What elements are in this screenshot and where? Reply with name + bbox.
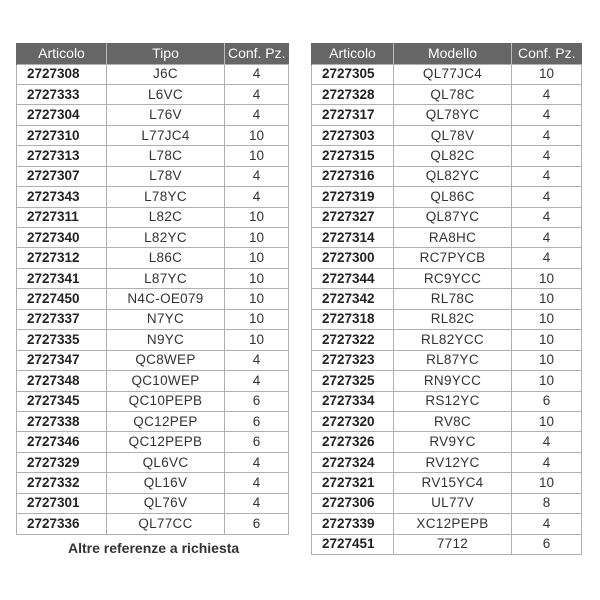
model-cell: J6C [107,64,225,84]
table-row [312,534,582,554]
table-row [312,411,582,431]
table-row [312,452,582,472]
articolo-cell: 2727346 [17,432,107,452]
articolo-cell: 2727344 [312,268,394,288]
table-row [312,391,582,411]
table-row [312,432,582,452]
table-row [17,309,289,329]
column-header-articolo: Articolo [17,43,107,64]
quantity-cell: 6 [512,534,582,554]
model-cell: QL16V [107,473,225,493]
model-cell: RC9YCC [394,268,512,288]
table-row [17,105,289,125]
quantity-cell: 10 [225,125,289,145]
table-row [17,391,289,411]
quantity-cell: 10 [225,289,289,309]
model-cell: QL77JC4 [394,64,512,84]
quantity-cell: 4 [512,187,582,207]
quantity-cell: 10 [512,371,582,391]
articolo-cell: 2727342 [312,289,394,309]
quantity-cell: 4 [512,166,582,186]
quantity-cell: 4 [512,125,582,145]
table-row [17,207,289,227]
model-cell: QL78YC [394,105,512,125]
articolo-cell: 2727336 [17,514,107,534]
table-row [17,330,289,350]
articolo-cell: 2727327 [312,207,394,227]
articolo-cell: 2727348 [17,371,107,391]
table-row [312,309,582,329]
quantity-cell: 10 [225,268,289,288]
quantity-cell: 4 [225,64,289,84]
quantity-cell: 6 [225,391,289,411]
model-cell: XC12PEPB [394,514,512,534]
table-row [312,187,582,207]
table-header-row [17,43,289,64]
articolo-cell: 2727347 [17,350,107,370]
table-row [312,268,582,288]
articolo-cell: 2727325 [312,371,394,391]
quantity-cell: 10 [512,411,582,431]
articolo-cell: 2727451 [312,534,394,554]
table-row [17,350,289,370]
table-row [17,432,289,452]
table-row [17,146,289,166]
articolo-cell: 2727323 [312,350,394,370]
table-row [17,493,289,513]
table-row [17,452,289,472]
model-cell: L87YC [107,268,225,288]
articolo-cell: 2727310 [17,125,107,145]
quantity-cell: 10 [225,146,289,166]
articolo-cell: 2727314 [312,228,394,248]
model-cell: RL87YC [394,350,512,370]
table-row [312,493,582,513]
quantity-cell: 10 [512,330,582,350]
model-cell: L77JC4 [107,125,225,145]
table-row [312,228,582,248]
model-cell: RL78C [394,289,512,309]
table-row [312,105,582,125]
articolo-cell: 2727335 [17,330,107,350]
articolo-cell: 2727339 [312,514,394,534]
model-cell: RV12YC [394,452,512,472]
quantity-cell: 4 [225,473,289,493]
model-cell: L78YC [107,187,225,207]
model-cell: RN9YCC [394,371,512,391]
articolo-cell: 2727301 [17,493,107,513]
model-cell: RV8C [394,411,512,431]
model-cell: L82YC [107,228,225,248]
model-cell: L78C [107,146,225,166]
model-cell: QC10PEPB [107,391,225,411]
articolo-cell: 2727319 [312,187,394,207]
model-cell: RA8HC [394,228,512,248]
table-row [17,289,289,309]
quantity-cell: 4 [225,452,289,472]
quantity-cell: 4 [225,105,289,125]
quantity-cell: 10 [512,350,582,370]
table-row [312,473,582,493]
articolo-cell: 2727333 [17,84,107,104]
table-row [17,268,289,288]
table-row [312,84,582,104]
articolo-cell: 2727313 [17,146,107,166]
quantity-cell: 10 [225,309,289,329]
model-cell: QC12PEP [107,411,225,431]
articolo-cell: 2727329 [17,452,107,472]
column-header-conf-pz: Conf. Pz. [225,43,289,64]
quantity-cell: 4 [512,84,582,104]
articolo-cell: 2727332 [17,473,107,493]
articolo-cell: 2727450 [17,289,107,309]
model-cell: L82C [107,207,225,227]
table-row [17,248,289,268]
table-row [17,228,289,248]
model-cell: QC12PEPB [107,432,225,452]
model-cell: QC10WEP [107,371,225,391]
quantity-cell: 4 [225,166,289,186]
table-row [312,207,582,227]
quantity-cell: 10 [225,330,289,350]
articolo-cell: 2727340 [17,228,107,248]
quantity-cell: 4 [512,432,582,452]
table-row [17,473,289,493]
column-header-tipo: Tipo [107,43,225,64]
model-cell: RC7PYCB [394,248,512,268]
table-row [312,64,582,84]
model-cell: QL6VC [107,452,225,472]
articolo-cell: 2727337 [17,309,107,329]
model-cell: UL77V [394,493,512,513]
table-row [17,166,289,186]
table-row [17,187,289,207]
table-row [17,84,289,104]
articolo-cell: 2727321 [312,473,394,493]
quantity-cell: 10 [512,268,582,288]
quantity-cell: 4 [512,452,582,472]
product-table-left [16,43,289,535]
model-cell: N9YC [107,330,225,350]
articolo-cell: 2727300 [312,248,394,268]
articolo-cell: 2727315 [312,146,394,166]
quantity-cell: 4 [512,105,582,125]
model-cell: L6VC [107,84,225,104]
articolo-cell: 2727312 [17,248,107,268]
articolo-cell: 2727304 [17,105,107,125]
model-cell: N7YC [107,309,225,329]
quantity-cell: 6 [512,391,582,411]
quantity-cell: 10 [225,248,289,268]
articolo-cell: 2727318 [312,309,394,329]
quantity-cell: 4 [225,493,289,513]
table-row [312,514,582,534]
model-cell: RS12YC [394,391,512,411]
table-row [312,166,582,186]
table-row [17,64,289,84]
articolo-cell: 2727343 [17,187,107,207]
column-header-modello: Modello [394,43,512,64]
articolo-cell: 2727326 [312,432,394,452]
articolo-cell: 2727306 [312,493,394,513]
quantity-cell: 10 [512,309,582,329]
articolo-cell: 2727324 [312,452,394,472]
quantity-cell: 6 [225,411,289,431]
quantity-cell: 10 [512,64,582,84]
quantity-cell: 10 [225,207,289,227]
model-cell: L78V [107,166,225,186]
table-row [312,125,582,145]
quantity-cell: 10 [512,473,582,493]
model-cell: QL76V [107,493,225,513]
model-cell: QL82YC [394,166,512,186]
model-cell: QL77CC [107,514,225,534]
quantity-cell: 4 [512,146,582,166]
quantity-cell: 4 [512,207,582,227]
quantity-cell: 4 [225,371,289,391]
articolo-cell: 2727328 [312,84,394,104]
articolo-cell: 2727345 [17,391,107,411]
model-cell: QL86C [394,187,512,207]
quantity-cell: 4 [512,514,582,534]
articolo-cell: 2727311 [17,207,107,227]
table-row [312,289,582,309]
table-row [312,330,582,350]
table-row [312,350,582,370]
model-cell: QL87YC [394,207,512,227]
quantity-cell: 4 [225,350,289,370]
quantity-cell: 4 [225,187,289,207]
product-table-right [311,43,582,555]
quantity-cell: 10 [512,289,582,309]
model-cell: N4C-OE079 [107,289,225,309]
table-row [312,248,582,268]
table-row [312,146,582,166]
table-row [312,371,582,391]
articolo-cell: 2727307 [17,166,107,186]
table-row [17,125,289,145]
model-cell: RV9YC [394,432,512,452]
model-cell: RV15YC4 [394,473,512,493]
quantity-cell: 6 [225,432,289,452]
model-cell: L86C [107,248,225,268]
articolo-cell: 2727341 [17,268,107,288]
table-row [17,411,289,431]
table-header-row [312,43,582,64]
model-cell: QL78V [394,125,512,145]
articolo-cell: 2727303 [312,125,394,145]
column-header-conf-pz: Conf. Pz. [512,43,582,64]
articolo-cell: 2727338 [17,411,107,431]
column-header-articolo: Articolo [312,43,394,64]
table-row [17,514,289,534]
articolo-cell: 2727317 [312,105,394,125]
articolo-cell: 2727305 [312,64,394,84]
quantity-cell: 8 [512,493,582,513]
articolo-cell: 2727320 [312,411,394,431]
model-cell: QC8WEP [107,350,225,370]
model-cell: 7712 [394,534,512,554]
model-cell: RL82YCC [394,330,512,350]
model-cell: QL78C [394,84,512,104]
articolo-cell: 2727308 [17,64,107,84]
model-cell: L76V [107,105,225,125]
model-cell: RL82C [394,309,512,329]
quantity-cell: 4 [512,228,582,248]
quantity-cell: 10 [225,228,289,248]
footer-note: Altre referenze a richiesta [68,540,240,556]
quantity-cell: 4 [225,84,289,104]
table-row [17,371,289,391]
quantity-cell: 6 [225,514,289,534]
quantity-cell: 4 [512,248,582,268]
articolo-cell: 2727316 [312,166,394,186]
model-cell: QL82C [394,146,512,166]
articolo-cell: 2727334 [312,391,394,411]
articolo-cell: 2727322 [312,330,394,350]
